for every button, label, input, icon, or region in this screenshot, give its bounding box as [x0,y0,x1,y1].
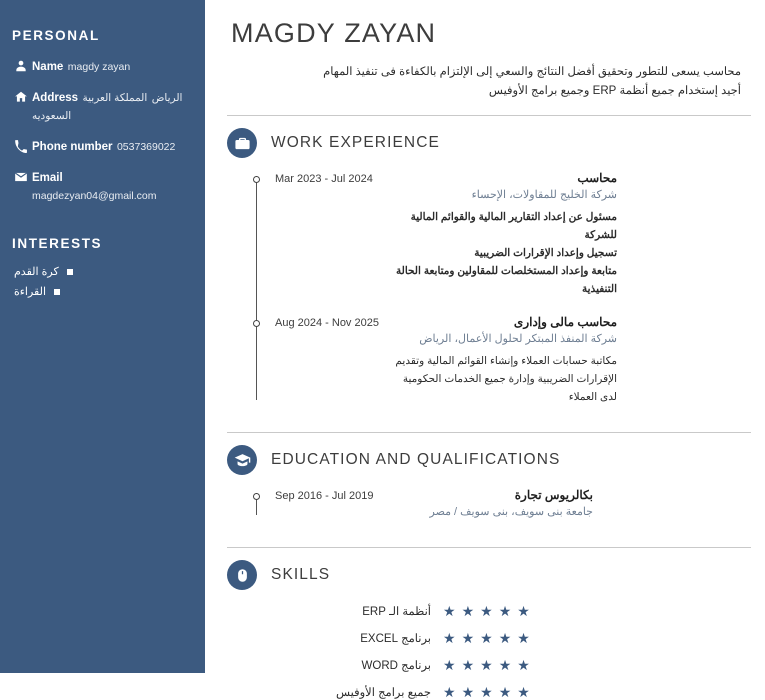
star-icon: ★ [517,603,530,619]
graduation-cap-icon [227,445,257,475]
work-job-title: محاسب [577,171,617,185]
resume-main [205,0,765,700]
sidebar-value-address-country: المملكة العربية السعوديه [32,92,148,122]
mouse-icon [227,560,257,590]
sidebar-label-phone: Phone number [32,141,113,153]
timeline-dot-icon [253,493,260,500]
star-icon: ★ [480,684,493,700]
email-icon [10,168,32,184]
star-icon: ★ [443,684,456,700]
skill-rating [443,631,530,645]
skill-rating [443,685,530,699]
divider [227,547,751,548]
skill-name: برنامج WORD [361,660,431,672]
star-icon: ★ [443,630,456,646]
square-bullet-icon [54,289,60,295]
star-icon: ★ [517,684,530,700]
star-icon: ★ [498,603,512,619]
list-item [14,265,81,278]
divider [227,115,751,116]
work-date: Mar 2023 - Jul 2024 [275,173,373,185]
star-icon: ★ [443,603,456,619]
sidebar-label-email: Email [32,172,63,184]
work-bullet: لدى العملاء [568,391,617,403]
education-date: Sep 2016 - Jul 2019 [275,490,374,502]
star-icon: ★ [443,657,456,673]
sidebar [0,0,205,673]
work-bullet: مكاتبة حسابات العملاء وإنشاء القوائم المالية وتقديم الإقرارات الضريبية وإدارة جميع الخدمات الحكومية [395,355,617,385]
timeline-dot-icon [253,320,260,327]
list-item [275,170,751,298]
section-header-skills [227,560,751,590]
education-degree: بكالريوس تجارة [514,488,593,502]
sidebar-entry-phone [10,137,191,155]
timeline-line [256,176,257,400]
star-icon: ★ [480,630,493,646]
education-timeline [253,487,751,521]
work-company: شركة المنفذ المبتكر لحلول الأعمال، الرياض [419,333,617,345]
person-icon [10,57,32,73]
sidebar-entry-email [10,168,191,204]
home-icon [10,88,32,104]
timeline-dot-icon [253,176,260,183]
sidebar-value-address-city: الرياض [151,92,183,104]
profile-summary [227,63,751,101]
star-icon: ★ [498,657,512,673]
square-bullet-icon [67,269,73,275]
section-header-education [227,445,751,475]
work-bullet: مسئول عن إعداد التقارير المالية والقوائم المالية للشركة [410,211,617,241]
interest-label: القراءة [14,286,47,298]
work-bullet: متابعة وإعداد المستخلصات للمقاولين ومتابعة الحالة التنفيذية [395,265,617,295]
summary-line-2: أجيد إستخدام جميع أنظمة ERP وجميع برامج الأوفيس [488,85,741,97]
sidebar-value-name: magdy zayan [67,61,131,73]
work-job-title: محاسب مالى وإدارى [513,315,617,329]
section-title-education: EDUCATION AND QUALIFICATIONS [271,451,561,468]
phone-icon [10,137,32,153]
star-icon: ★ [480,603,493,619]
sidebar-entry-address [10,88,191,124]
skill-rating [443,658,530,672]
star-icon: ★ [517,630,530,646]
list-item [253,658,751,672]
list-item [14,285,81,298]
briefcase-icon [227,128,257,158]
sidebar-heading-interests: INTERESTS [12,236,103,251]
list-item [253,685,751,699]
skill-name: برنامج EXCEL [360,633,431,645]
work-bullet: تسجيل وإعداد الإقرارات الضريبية [474,247,617,259]
page-title: MAGDY ZAYAN [231,18,437,48]
star-icon: ★ [461,657,475,673]
section-body-education [227,479,751,541]
interest-label: كرة القدم [14,266,59,278]
work-date: Aug 2024 - Nov 2025 [275,317,379,329]
sidebar-label-address: Address [32,92,79,104]
skill-rating [443,604,530,618]
list-item [253,604,751,618]
section-body-work-experience [227,162,751,426]
sidebar-label-name: Name [32,61,64,73]
skill-name: أنظمة الـ ERP [362,606,431,618]
education-school: جامعة بنى سويف، بنى سويف / مصر [429,506,593,518]
star-icon: ★ [517,657,530,673]
section-title-work-experience: WORK EXPERIENCE [271,134,440,151]
star-icon: ★ [480,657,493,673]
work-timeline [253,170,751,406]
sidebar-heading-personal: PERSONAL [12,28,100,43]
skill-name: جميع برامج الأوفيس [336,687,431,699]
section-title-skills: SKILLS [271,566,331,583]
interests-list [10,265,81,298]
star-icon: ★ [461,684,475,700]
section-header-work-experience [227,128,751,158]
summary-line-1: محاسب يسعى للتطور وتحقيق أفضل النتائج والسعي إلى الإلتزام بالكفاءة فى تنفيذ المهام [323,66,741,78]
star-icon: ★ [461,603,475,619]
list-item [253,631,751,645]
star-icon: ★ [461,630,475,646]
sidebar-entry-name [10,57,191,75]
star-icon: ★ [498,630,512,646]
skills-list [227,594,751,699]
divider [227,432,751,433]
list-item [275,487,751,521]
work-company: شركة الخليج للمقاولات، الإحساء [471,189,617,201]
sidebar-value-phone: 0537369022 [116,141,176,153]
list-item [275,314,751,406]
star-icon: ★ [498,684,512,700]
sidebar-value-email: magdezyan04@gmail.com [32,190,157,202]
